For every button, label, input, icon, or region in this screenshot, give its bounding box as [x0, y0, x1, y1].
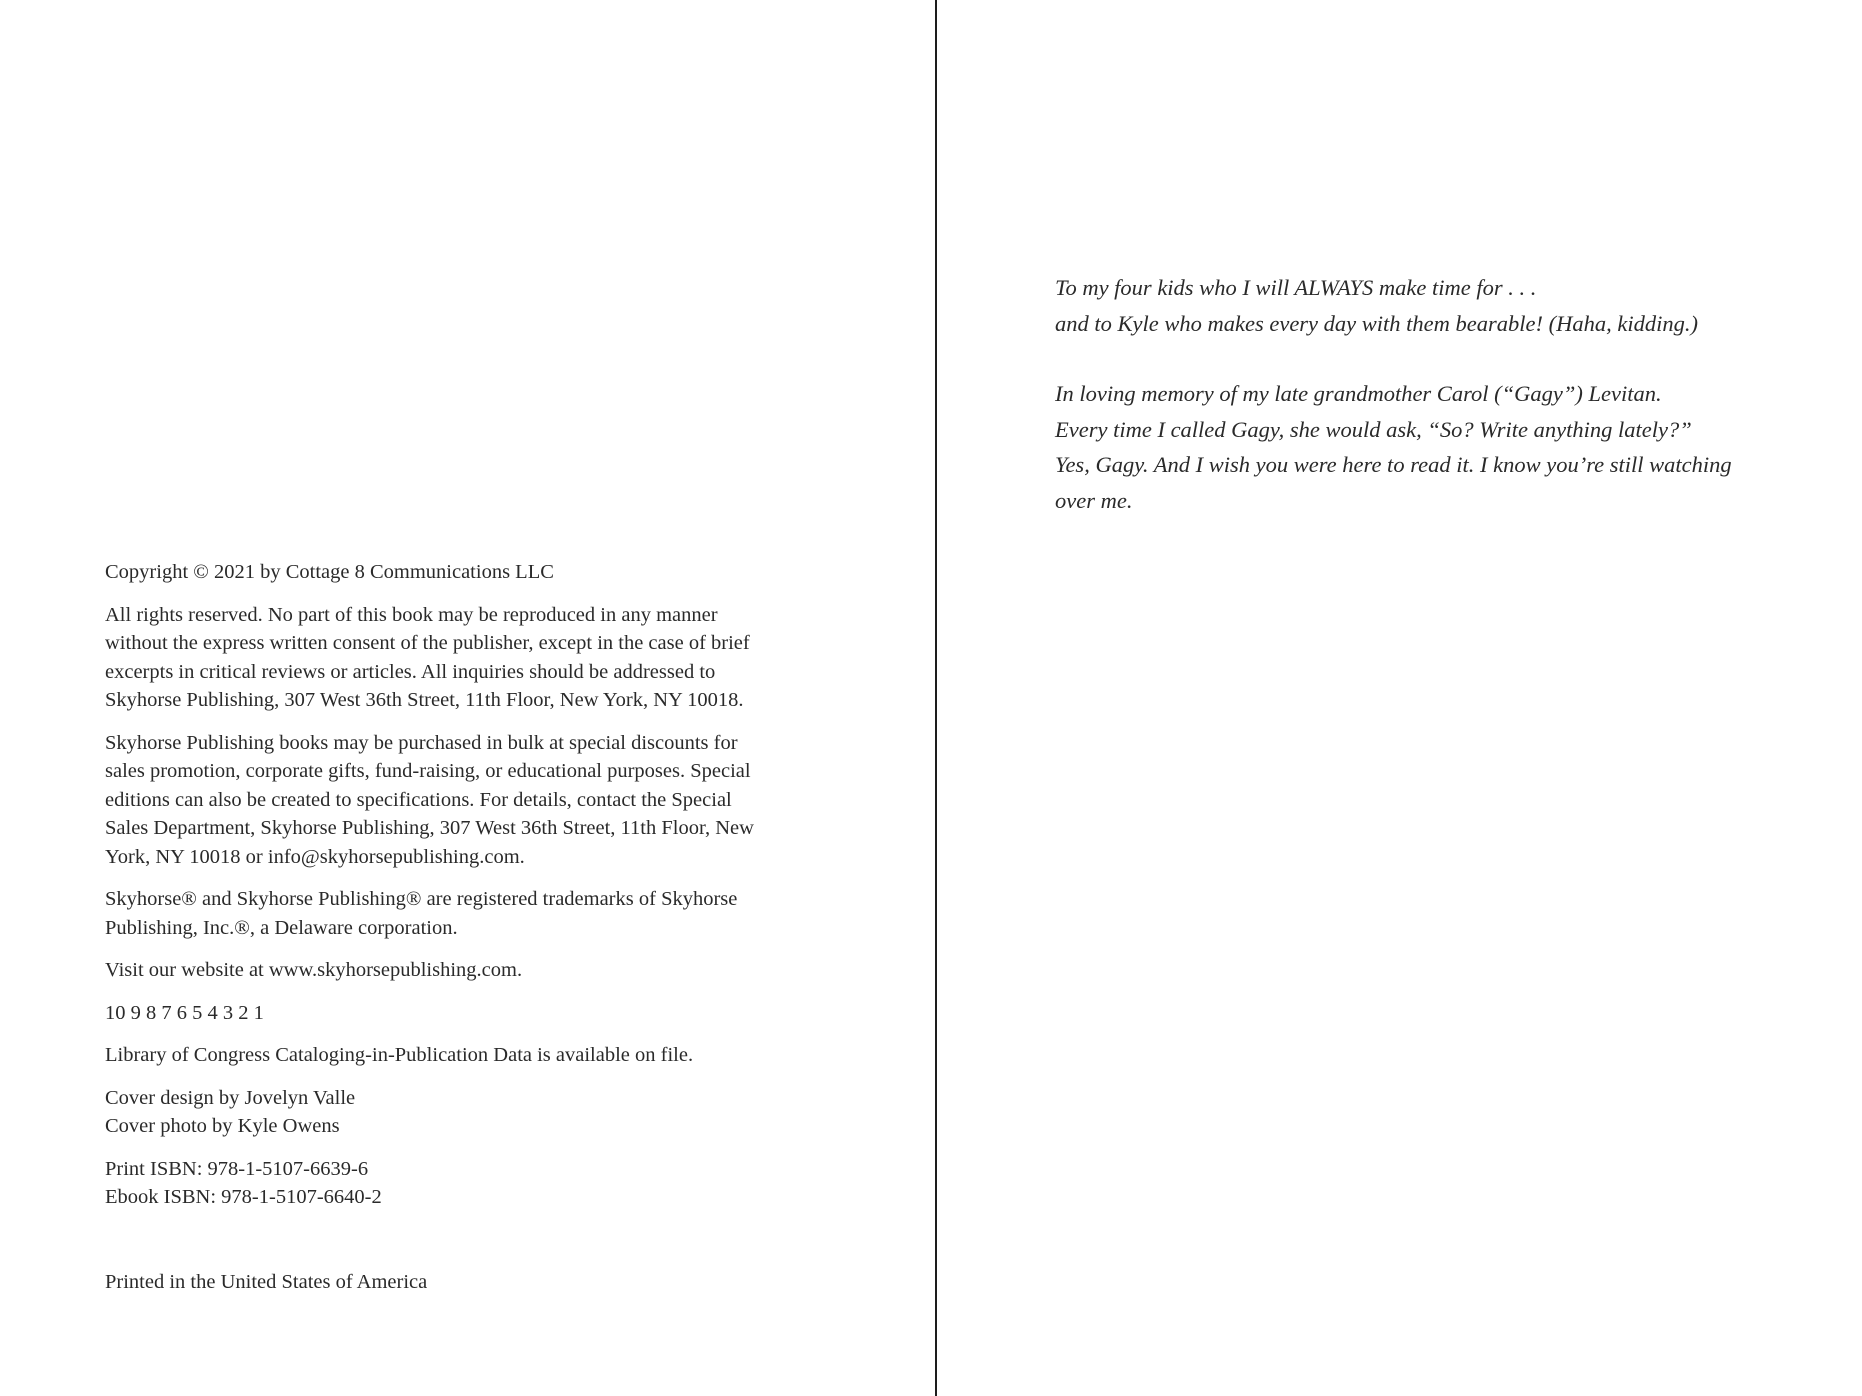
dedication-text	[1055, 270, 1815, 553]
cover-design-credit: Cover design by Jovelyn Valle	[105, 1086, 356, 1109]
bulk-line: Skyhorse Publishing books may be purchased in bulk at special discounts for	[105, 731, 738, 754]
rights-paragraph	[105, 601, 825, 715]
trademark-paragraph	[105, 885, 825, 942]
print-isbn: Print ISBN: 978-1-5107-6639-6	[105, 1157, 369, 1180]
bulk-line: editions can also be created to specifications. For details, contact the Special	[105, 788, 732, 811]
cover-photo-credit: Cover photo by Kyle Owens	[105, 1115, 340, 1137]
printed-in-line: Printed in the United States of America	[105, 1271, 428, 1293]
dedication-line: Every time I called Gagy, she would ask, “So? Write anything lately?”	[1055, 416, 1692, 442]
copyright-block	[105, 558, 825, 1226]
bulk-line: Sales Department, Skyhorse Publishing, 307 West 36th Street, 11th Floor, New	[105, 817, 754, 839]
copyright-notice	[105, 558, 825, 587]
dedication-line: To my four kids who I will ALWAYS make time for . . .	[1055, 275, 1537, 300]
dedication-page	[937, 0, 1862, 1396]
loc-line: Library of Congress Cataloging-in-Publication Data is available on file.	[105, 1044, 694, 1066]
dedication-line: Yes, Gagy. And I wish you were here to read it. I know you’re still watching	[1055, 452, 1732, 477]
trademark-line: Skyhorse® and Skyhorse Publishing® are registered trademarks of Skyhorse	[105, 888, 738, 910]
bulk-line: sales promotion, corporate gifts, fund-raising, or educational purposes. Special	[105, 760, 751, 782]
dedication-line: In loving memory of my late grandmother Carol (“Gagy”) Levitan.	[1055, 381, 1662, 406]
dedication-line: over me.	[1055, 487, 1133, 513]
loc-paragraph	[105, 1041, 825, 1070]
website-paragraph	[105, 956, 825, 985]
website-line: Visit our website at www.skyhorsepublishing.com.	[105, 959, 523, 981]
dedication-kids	[1055, 270, 1815, 341]
dedication-memory	[1055, 376, 1815, 518]
bulk-sales-paragraph	[105, 729, 825, 872]
rights-line: Skyhorse Publishing, 307 West 36th Street, 11th Floor, New York, NY 10018.	[105, 689, 744, 711]
dedication-line: and to Kyle who makes every day with them bearable! (Haha, kidding.)	[1055, 310, 1698, 336]
rights-line: excerpts in critical reviews or articles. All inquiries should be addressed to	[105, 660, 716, 683]
rights-line: All rights reserved. No part of this book may be reproduced in any manner	[105, 603, 718, 626]
cover-credits	[105, 1084, 825, 1141]
printing-number-line	[105, 999, 825, 1028]
printing-numbers: 10 9 8 7 6 5 4 3 2 1	[105, 1001, 264, 1024]
bulk-line: York, NY 10018 or info@skyhorsepublishing.com.	[105, 845, 525, 868]
ebook-isbn: Ebook ISBN: 978-1-5107-6640-2	[105, 1186, 382, 1208]
isbn-block	[105, 1155, 825, 1212]
copyright-line: Copyright © 2021 by Cottage 8 Communications LLC	[105, 561, 554, 583]
rights-line: without the express written consent of the publisher, except in the case of brief	[105, 632, 750, 654]
trademark-line: Publishing, Inc.®, a Delaware corporation.	[105, 916, 458, 939]
